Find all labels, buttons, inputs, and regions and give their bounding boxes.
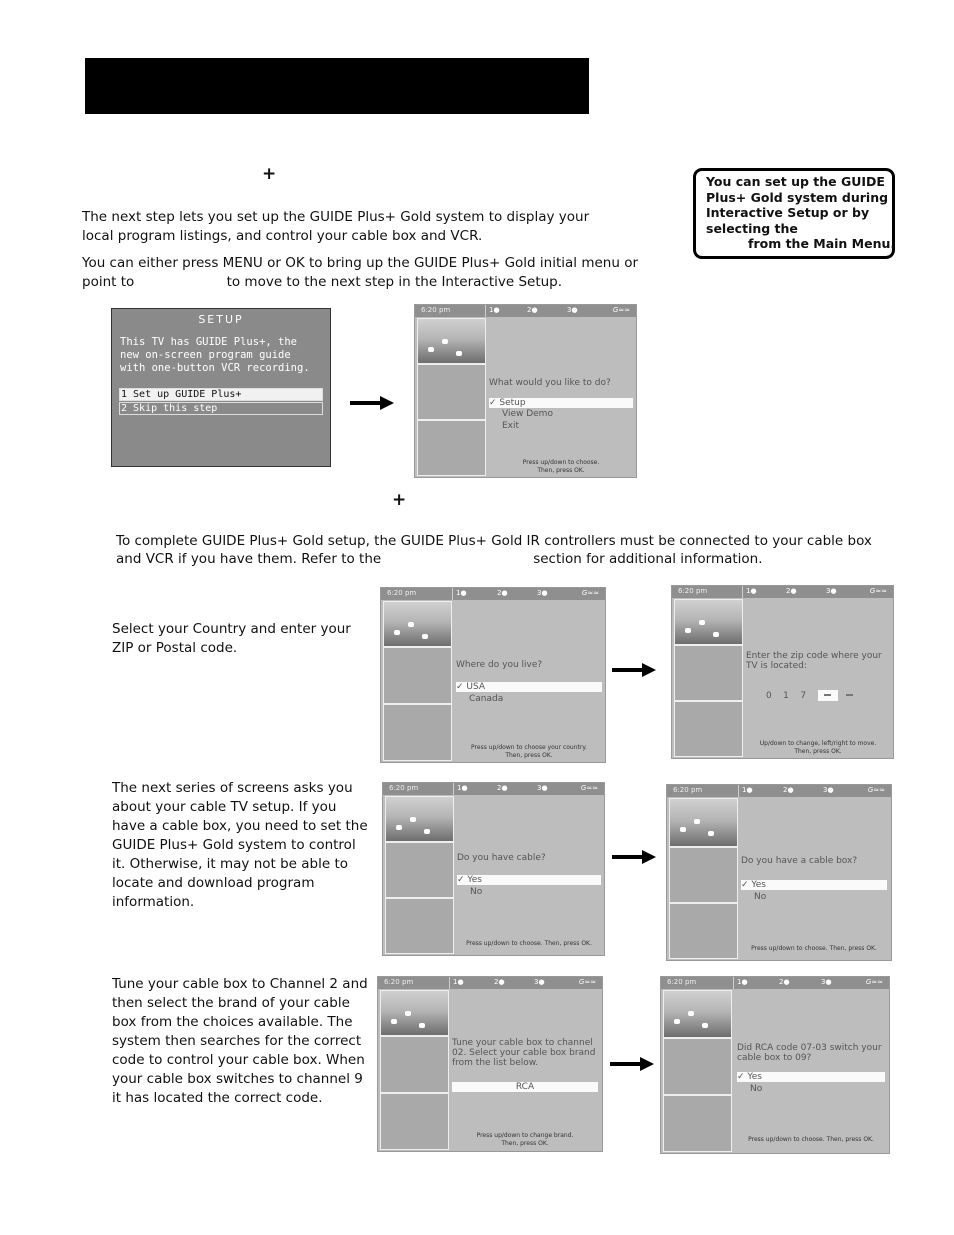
screen-question: Where do you live? [456, 660, 543, 670]
guide-logo: G≈≈ [578, 978, 596, 986]
section-heading-plus: + [392, 490, 407, 510]
screen-time: 6:20 pm [667, 978, 697, 986]
screen-hint: Press up/down to choose. Then, press OK. [751, 945, 877, 952]
tip-callout [693, 168, 895, 259]
ir-paragraph-b [116, 550, 876, 569]
video-thumbnail [383, 601, 452, 647]
screen-hint: Press up/down to choose. Then, press OK. [522, 459, 600, 474]
callout-line: selecting the [706, 220, 798, 236]
screen-question: Tune your cable box to channel 02. Select your cable box brand from the list below. [452, 1038, 596, 1068]
screen-time: 6:20 pm [673, 786, 703, 794]
setup-menu-title: SETUP [198, 313, 244, 326]
video-thumbnail [669, 798, 738, 847]
option[interactable]: No [750, 1084, 763, 1094]
ir-paragraph-a: To complete GUIDE Plus+ Gold setup, the GUIDE Plus+ Gold IR controllers must be connected to your cable box [116, 533, 872, 549]
screen-time: 6:20 pm [678, 587, 708, 595]
screen-hint: Press up/down to choose. Then, press OK. [466, 940, 592, 947]
guide-logo: G≈≈ [580, 784, 598, 792]
arrow-right-icon [612, 850, 656, 864]
tune-step-text: Tune your cable box to Channel 2 and then select the brand of your cable box from the choices available. The system then searches for the correct code to control your cable box. When your cable box switches to channel 9 it has located the correct code. [112, 976, 368, 1106]
ir-paragraph-b1: and VCR if you have them. Refer to the [116, 551, 382, 567]
guide-logo: G≈≈ [865, 978, 883, 986]
video-thumbnail [417, 318, 486, 364]
screen-question: Did RCA code 07-03 switch your cable box to 09? [737, 1043, 882, 1063]
screen-question: What would you like to do? [489, 378, 611, 388]
menu-paragraph-a: You can either press MENU or OK to bring up the GUIDE Plus+ Gold initial menu or point to [82, 255, 638, 290]
screen-hint: Press up/down to choose your country. Then, press OK. [471, 744, 587, 759]
setup-menu-text: This TV has GUIDE Plus+, the new on-screen program guide with one-button VCR recording. [120, 336, 310, 374]
arrow-right-icon [610, 1057, 654, 1071]
cable-step-text: The next series of screens asks you about your cable TV setup. If you have a cable box, you need to set the GUIDE Plus+ Gold system to control it. Otherwise, it may not be able to locate and download program information. [112, 780, 368, 910]
screen-time: 6:20 pm [421, 306, 451, 314]
selected-option[interactable]: ✓ Yes [737, 1072, 885, 1082]
country-step-text: Select your Country and enter your ZIP or Postal code. [112, 621, 351, 656]
tv-screen-tune: 6:20 pm 1● 2● 3● G≈≈ Tune your cable box to channel 02. Select your cable box brand from the list below. RCA Press up/down to change brand. Then, press OK. [377, 976, 603, 1152]
brand-select[interactable]: RCA [452, 1082, 598, 1092]
option[interactable]: Canada [469, 694, 504, 704]
selected-option[interactable]: ✓ Yes [741, 880, 887, 890]
callout-line: Interactive Setup or by [706, 205, 870, 220]
guide-logo: G≈≈ [612, 306, 630, 314]
video-thumbnail [380, 990, 449, 1036]
video-thumbnail [663, 990, 732, 1038]
callout-line: Plus+ Gold system during [706, 189, 889, 205]
screen-time: 6:20 pm [384, 978, 414, 986]
guide-logo: G≈≈ [581, 589, 599, 597]
guide-logo: G≈≈ [869, 587, 887, 595]
tv-screen-what-to-do: 6:20 pm 1● 2● 3● G≈≈ What would you like to do? ✓ Setup View Demo Exit Press up/down to choose. Then, press OK. [414, 304, 637, 478]
option[interactable]: No [754, 892, 767, 902]
screen-hint: Up/down to change, left/right to move. Then, press OK. [759, 740, 877, 755]
screen-time: 6:20 pm [389, 784, 419, 792]
ir-paragraph-b2: section for additional information. [533, 551, 763, 567]
tv-screen-cable: 6:20 pm 1● 2● 3● G≈≈ Do you have cable? ✓ Yes No Press up/down to choose. Then, press OK. [382, 782, 605, 956]
arrow-right-icon [612, 663, 656, 677]
zip-digits: 0 1 7 [766, 691, 807, 701]
screen-question: Do you have cable? [457, 853, 546, 863]
section-heading-plus: + [262, 164, 277, 184]
callout-line: from the Main Menu. [748, 236, 896, 251]
intro-paragraph: The next step lets you set up the GUIDE Plus+ Gold system to display your local program listings, and control your cable box and VCR. [82, 209, 590, 244]
tv-screen-cable-box: 6:20 pm 1● 2● 3● G≈≈ Do you have a cable box? ✓ Yes No Press up/down to choose. Then, press OK. [666, 784, 892, 961]
tv-screen-zip: 6:20 pm 1● 2● 3● G≈≈ Enter the zip code where your TV is located: 0 1 7 Up/down to change, left/right to move. Then, press OK. [671, 585, 894, 759]
header-bar [85, 58, 589, 114]
setup-option-skip[interactable]: 2 Skip this step [119, 402, 323, 415]
arrow-right-icon [350, 396, 394, 410]
option[interactable]: No [470, 887, 483, 897]
menu-paragraph [82, 254, 642, 292]
tv-screen-code-check: 6:20 pm 1● 2● 3● G≈≈ Did RCA code 07-03 switch your cable box to 09? ✓ Yes No Press up/down to choose. Then, press OK. [660, 976, 890, 1154]
screen-question: Do you have a cable box? [741, 856, 858, 866]
screen-question: Enter the zip code where your TV is located: [746, 651, 882, 671]
callout-line: You can set up the GUIDE [706, 174, 885, 189]
screen-time: 6:20 pm [387, 589, 417, 597]
option[interactable]: View Demo [502, 409, 553, 419]
setup-menu-panel [111, 308, 331, 467]
setup-option-setup[interactable]: 1 Set up GUIDE Plus+ [119, 388, 323, 401]
screen-hint: Press up/down to change brand. Then, press OK. [476, 1132, 574, 1147]
video-thumbnail [385, 796, 454, 842]
video-thumbnail [674, 599, 743, 645]
menu-paragraph-b: to move to the next step in the Interactive Setup. [226, 274, 563, 290]
selected-option[interactable]: ✓ Yes [457, 875, 601, 885]
screen-hint: Press up/down to choose. Then, press OK. [748, 1136, 874, 1143]
selected-option[interactable]: ✓ USA [456, 682, 602, 692]
guide-logo: G≈≈ [867, 786, 885, 794]
option[interactable]: Exit [502, 421, 520, 431]
selected-option[interactable]: ✓ Setup [489, 398, 633, 408]
tv-screen-country: 6:20 pm 1● 2● 3● G≈≈ Where do you live? ✓ USA Canada Press up/down to choose your country. Then, press OK. [380, 587, 606, 763]
